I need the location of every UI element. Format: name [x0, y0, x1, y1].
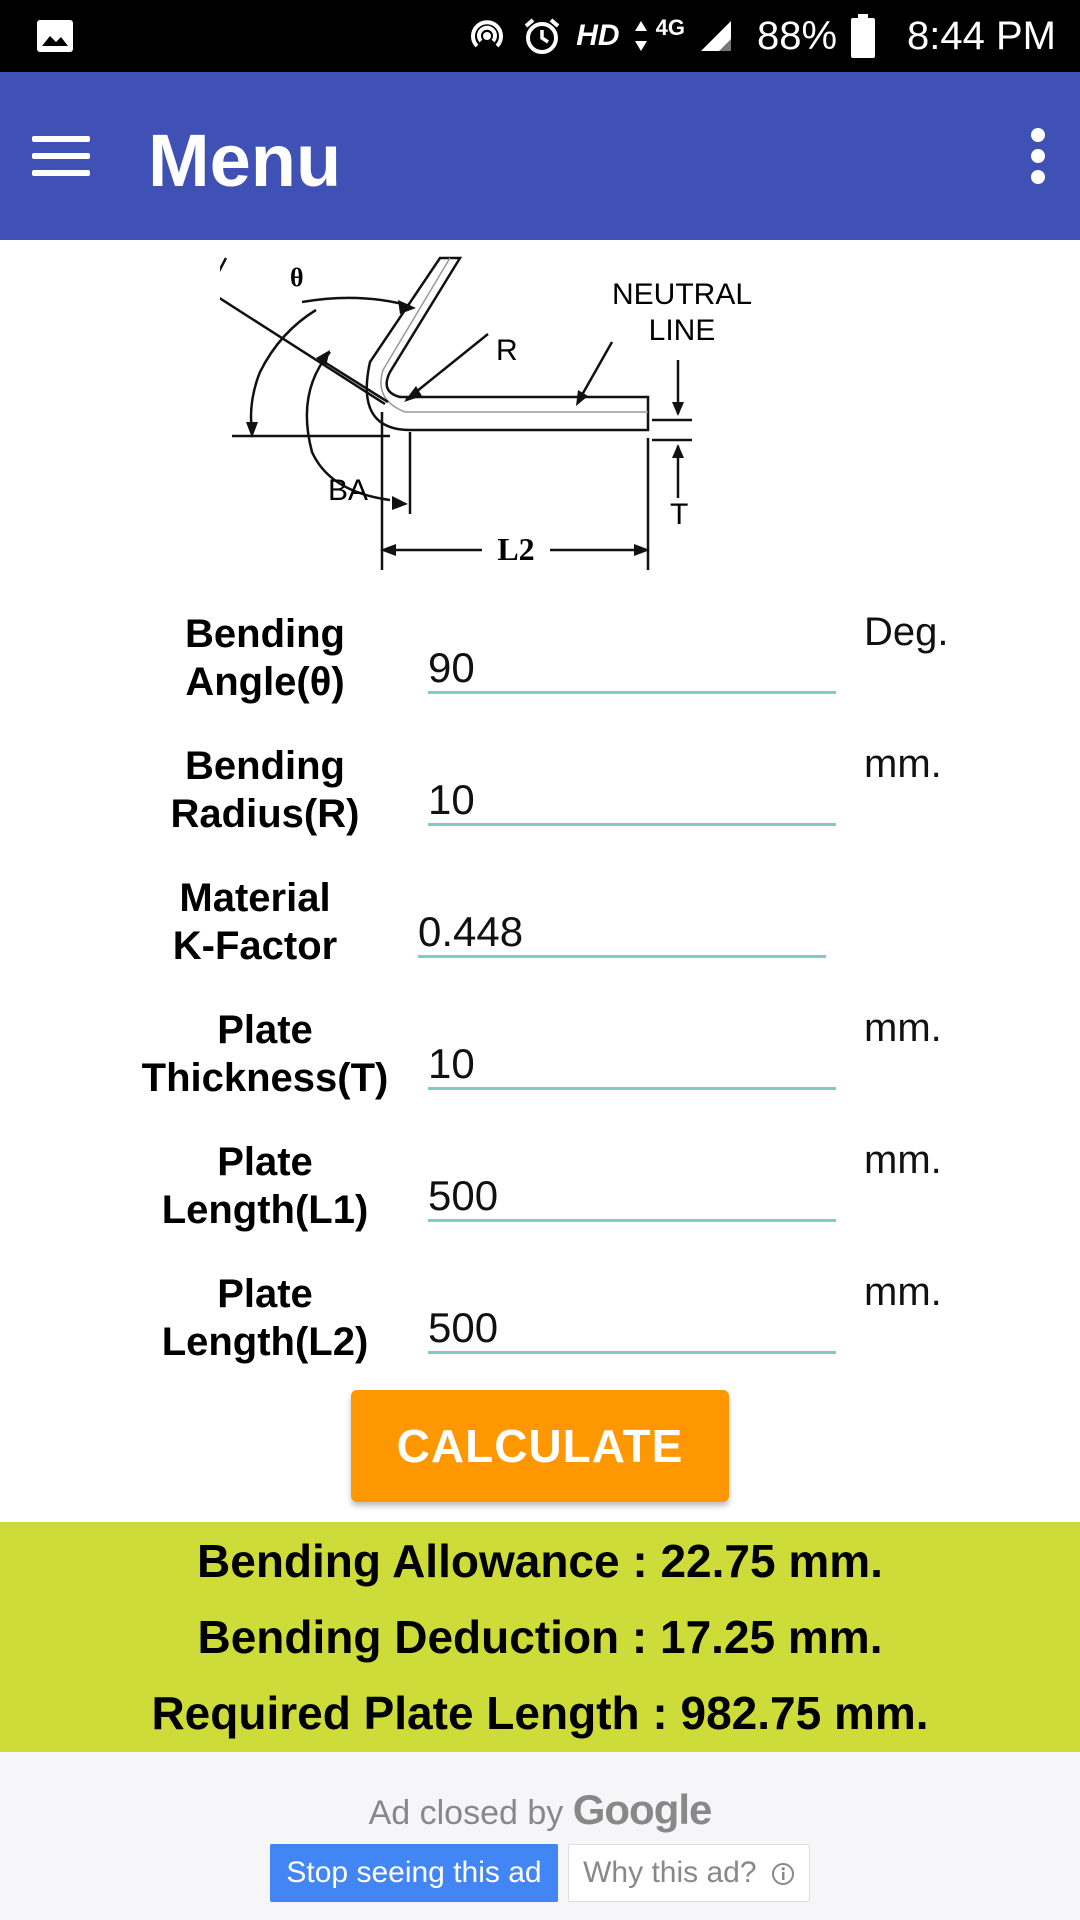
bending-allowance-result: Bending Allowance : 22.75 mm. [197, 1535, 883, 1587]
diagram-r-label: R [496, 334, 518, 367]
ad-closed-text: Ad closed by Google [368, 1786, 712, 1833]
plate-length-l2-input[interactable]: 500 [428, 1302, 836, 1354]
app-title: Menu [148, 119, 342, 202]
row-bending-radius [0, 736, 1080, 856]
plate-thickness-unit: mm. [864, 1006, 942, 1050]
status-right [466, 14, 1056, 59]
row-bending-angle [0, 604, 1080, 724]
battery-percent: 88% [756, 13, 838, 58]
app-bar [0, 72, 1080, 240]
bending-angle-label: Bending Angle(θ) [185, 612, 345, 704]
plate-length-l2-label: Plate Length(L2) [161, 1272, 369, 1364]
data-arrows-icon [634, 19, 648, 53]
bending-radius-input[interactable]: 10 [428, 774, 836, 826]
gallery-notification-icon [36, 17, 74, 55]
plate-length-l1-input[interactable]: 500 [428, 1170, 836, 1222]
why-this-ad-button[interactable]: Why this ad? [568, 1844, 810, 1902]
row-plate-length-l1 [0, 1132, 1080, 1252]
ad-area [0, 1752, 1080, 1920]
alarm-icon [522, 16, 562, 56]
info-icon [771, 1862, 795, 1886]
row-k-factor [0, 868, 1080, 988]
network-type: 4G [655, 15, 685, 40]
diagram-t-label: T [670, 498, 689, 531]
status-bar [0, 0, 1080, 72]
google-logo: Google [572, 1786, 712, 1833]
hd-indicator: HD [576, 19, 620, 52]
diagram-l2-label: L2 [497, 531, 535, 567]
overflow-menu-icon[interactable] [1030, 128, 1046, 184]
diagram-line-label: LINE [648, 314, 716, 347]
bending-deduction-result: Bending Deduction : 17.25 mm. [197, 1611, 883, 1663]
diagram-ba-label: BA [327, 474, 369, 507]
menu-icon[interactable] [32, 136, 90, 176]
hotspot-icon [466, 15, 508, 57]
plate-thickness-input[interactable]: 10 [428, 1038, 836, 1090]
required-plate-length-result: Required Plate Length : 982.75 mm. [151, 1687, 929, 1739]
results-panel [0, 1522, 1080, 1752]
bending-angle-input[interactable]: 90 [428, 642, 836, 694]
battery-icon [851, 14, 875, 58]
plate-length-l2-unit: mm. [864, 1270, 942, 1314]
plate-length-l1-label: Plate Length(L1) [161, 1140, 369, 1232]
k-factor-label: Material K-Factor [172, 876, 338, 968]
plate-thickness-label: Plate Thickness(T) [141, 1008, 389, 1100]
stop-seeing-ad-button[interactable]: Stop seeing this ad [270, 1844, 558, 1902]
diagram-theta-label: θ [290, 263, 304, 292]
bending-angle-unit: Deg. [864, 610, 949, 654]
signal-icon [699, 19, 733, 53]
bending-radius-unit: mm. [864, 742, 942, 786]
bending-radius-label: Bending Radius(R) [170, 744, 360, 836]
bend-diagram [220, 252, 870, 582]
status-left [36, 17, 74, 55]
row-plate-thickness [0, 1000, 1080, 1120]
clock: 8:44 PM [907, 13, 1056, 58]
plate-length-l1-unit: mm. [864, 1138, 942, 1182]
calculate-button[interactable]: CALCULATE [351, 1390, 729, 1502]
k-factor-input[interactable]: 0.448 [418, 906, 826, 958]
row-plate-length-l2 [0, 1264, 1080, 1384]
diagram-neutral-label: NEUTRAL [611, 278, 753, 311]
